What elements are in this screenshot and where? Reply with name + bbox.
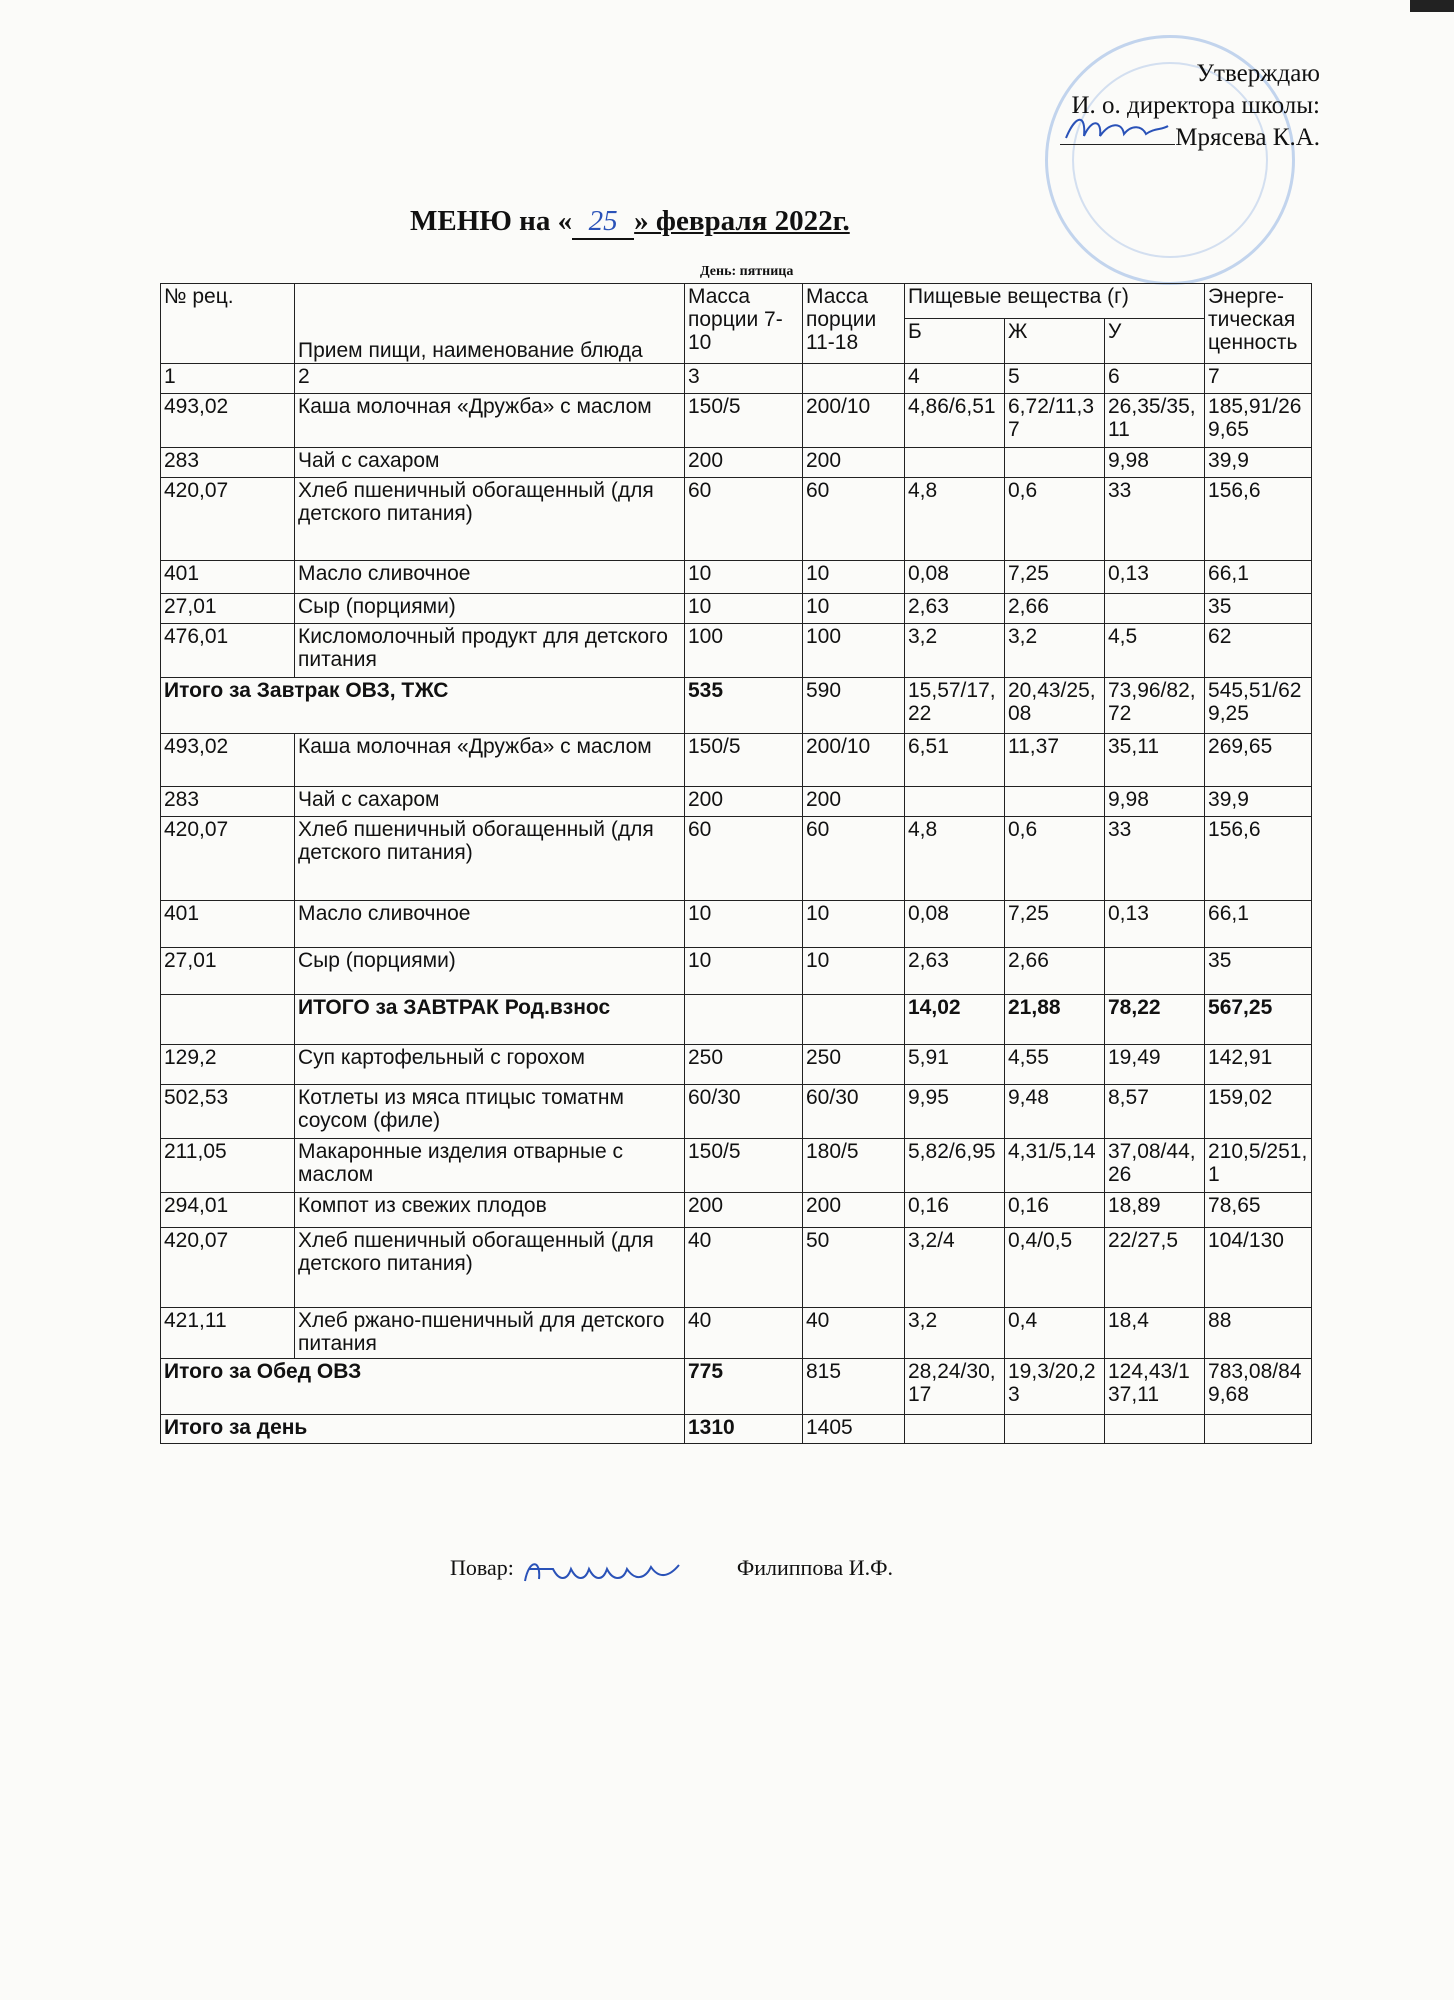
fat-cell: 6,72/11,37: [1005, 394, 1105, 448]
carbs-cell: [1105, 594, 1205, 624]
energy-cell: 78,65: [1205, 1193, 1312, 1228]
fat-cell: 7,25: [1005, 901, 1105, 948]
dish-name-cell: Суп картофельный с горохом: [295, 1045, 685, 1085]
total-label-cell: ИТОГО за ЗАВТРАК Род.взнос: [295, 995, 685, 1045]
total-value-cell: [803, 995, 905, 1045]
table-row: [161, 901, 1312, 948]
total-value-cell: 21,88: [1005, 995, 1105, 1045]
carbs-cell: 26,35/35,11: [1105, 394, 1205, 448]
dish-name-cell: Макаронные изделия отварные с маслом: [295, 1139, 685, 1193]
footer: [450, 1555, 1050, 1585]
total-value-cell: 783,08/849,68: [1205, 1359, 1312, 1415]
total-value-cell: [1205, 1415, 1312, 1444]
mass-11-18-cell: 200: [803, 787, 905, 817]
total-value-cell: 775: [685, 1359, 803, 1415]
table-row: [161, 394, 1312, 448]
recipe-no-cell: 283: [161, 787, 295, 817]
menu-table: [160, 283, 1312, 1444]
mass-11-18-cell: 100: [803, 624, 905, 678]
energy-cell: 39,9: [1205, 448, 1312, 478]
fat-cell: [1005, 787, 1105, 817]
approval-line1: Утверждаю: [1196, 60, 1320, 87]
mass-7-10-cell: 40: [685, 1228, 803, 1308]
column-index-cell: 1: [161, 364, 295, 394]
table-row: [161, 1139, 1312, 1193]
recipe-no-cell: 420,07: [161, 817, 295, 901]
fat-cell: 2,66: [1005, 948, 1105, 995]
total-value-cell: 567,25: [1205, 995, 1312, 1045]
energy-cell: 88: [1205, 1308, 1312, 1359]
fat-cell: 3,2: [1005, 624, 1105, 678]
table-row: [161, 734, 1312, 787]
table-row: [161, 817, 1312, 901]
mass-11-18-cell: 50: [803, 1228, 905, 1308]
total-value-cell: [1005, 1415, 1105, 1444]
protein-cell: 4,86/6,51: [905, 394, 1005, 448]
recipe-no-cell: 129,2: [161, 1045, 295, 1085]
recipe-no-cell: 420,07: [161, 478, 295, 561]
recipe-no-cell: 476,01: [161, 624, 295, 678]
protein-cell: 6,51: [905, 734, 1005, 787]
mass-7-10-cell: 100: [685, 624, 803, 678]
recipe-no-cell: 27,01: [161, 948, 295, 995]
page-title: [410, 205, 1050, 240]
total-day-row: [161, 1415, 1312, 1444]
column-index-cell: 7: [1205, 364, 1312, 394]
carbs-cell: 8,57: [1105, 1085, 1205, 1139]
protein-cell: 0,08: [905, 901, 1005, 948]
header-nutrients: Пищевые вещества (г): [905, 284, 1205, 319]
total-label-cell: Итого за Завтрак ОВЗ, ТЖС: [161, 678, 685, 734]
recipe-no-cell: 421,11: [161, 1308, 295, 1359]
table-row: [161, 448, 1312, 478]
fat-cell: 4,31/5,14: [1005, 1139, 1105, 1193]
carbs-cell: 37,08/44,26: [1105, 1139, 1205, 1193]
energy-cell: 39,9: [1205, 787, 1312, 817]
title-prefix: МЕНЮ на «: [410, 205, 573, 237]
energy-cell: 35: [1205, 594, 1312, 624]
recipe-no-cell: 294,01: [161, 1193, 295, 1228]
protein-cell: [905, 448, 1005, 478]
dish-name-cell: Чай с сахаром: [295, 448, 685, 478]
dish-name-cell: Сыр (порциями): [295, 594, 685, 624]
recipe-no-cell: 420,07: [161, 1228, 295, 1308]
header-rec-no: № рец.: [161, 284, 295, 364]
approval-block: [960, 58, 1320, 154]
total-value-cell: 1405: [803, 1415, 905, 1444]
approval-line2: И. о. директора школы:: [1071, 92, 1320, 119]
dish-name-cell: Масло сливочное: [295, 561, 685, 594]
mass-7-10-cell: 200: [685, 448, 803, 478]
mass-7-10-cell: 10: [685, 948, 803, 995]
signature-scribble-icon: [1062, 108, 1172, 148]
energy-cell: 156,6: [1205, 817, 1312, 901]
mass-11-18-cell: 60: [803, 817, 905, 901]
total-value-cell: [685, 995, 803, 1045]
mass-11-18-cell: 200/10: [803, 734, 905, 787]
day-label: День: пятница: [700, 264, 794, 279]
energy-cell: 142,91: [1205, 1045, 1312, 1085]
table-row: [161, 1228, 1312, 1308]
protein-cell: 9,95: [905, 1085, 1005, 1139]
energy-cell: 269,65: [1205, 734, 1312, 787]
energy-cell: 66,1: [1205, 901, 1312, 948]
header-b: Б: [905, 319, 1005, 364]
dish-name-cell: Хлеб пшеничный обогащенный (для детского питания): [295, 817, 685, 901]
table-row: [161, 1193, 1312, 1228]
approval-signature-row: [960, 122, 1320, 154]
mass-7-10-cell: 150/5: [685, 734, 803, 787]
recipe-no-cell: 493,02: [161, 394, 295, 448]
total-value-cell: 14,02: [905, 995, 1005, 1045]
table-row: [161, 561, 1312, 594]
dish-name-cell: Кисломолочный продукт для детского питания: [295, 624, 685, 678]
carbs-cell: 19,49: [1105, 1045, 1205, 1085]
dish-name-cell: Масло сливочное: [295, 901, 685, 948]
protein-cell: 2,63: [905, 948, 1005, 995]
total-value-cell: [1105, 1415, 1205, 1444]
table-row: [161, 478, 1312, 561]
recipe-no-cell: 401: [161, 901, 295, 948]
title-suffix: » февраля 2022г.: [634, 205, 850, 237]
column-index-cell: 3: [685, 364, 803, 394]
cook-name: Филиппова И.Ф.: [736, 1555, 893, 1581]
protein-cell: 4,8: [905, 817, 1005, 901]
fat-cell: 4,55: [1005, 1045, 1105, 1085]
header-mass-11-18: Масса порции 11-18: [803, 284, 905, 364]
total-value-cell: 590: [803, 678, 905, 734]
scan-edge-mark: [1410, 0, 1454, 12]
dish-name-cell: Хлеб пшеничный обогащенный (для детского питания): [295, 1228, 685, 1308]
carbs-cell: [1105, 948, 1205, 995]
mass-11-18-cell: 180/5: [803, 1139, 905, 1193]
carbs-cell: 4,5: [1105, 624, 1205, 678]
mass-7-10-cell: 40: [685, 1308, 803, 1359]
total-breakfast-parent-row: [161, 995, 1312, 1045]
energy-cell: 104/130: [1205, 1228, 1312, 1308]
fat-cell: 11,37: [1005, 734, 1105, 787]
table-row: [161, 1308, 1312, 1359]
total-lunch-row: [161, 1359, 1312, 1415]
mass-11-18-cell: 10: [803, 594, 905, 624]
fat-cell: 2,66: [1005, 594, 1105, 624]
column-index-cell: 6: [1105, 364, 1205, 394]
cook-signature-scribble-icon: [519, 1555, 689, 1589]
cook-signature: [519, 1555, 689, 1585]
mass-11-18-cell: 10: [803, 561, 905, 594]
total-value-cell: 124,43/137,11: [1105, 1359, 1205, 1415]
carbs-cell: 33: [1105, 478, 1205, 561]
column-index-cell: 2: [295, 364, 685, 394]
protein-cell: [905, 787, 1005, 817]
protein-cell: 5,91: [905, 1045, 1005, 1085]
carbs-cell: 18,4: [1105, 1308, 1205, 1359]
mass-7-10-cell: 150/5: [685, 394, 803, 448]
column-index-cell: 5: [1005, 364, 1105, 394]
total-value-cell: 20,43/25,08: [1005, 678, 1105, 734]
protein-cell: 4,8: [905, 478, 1005, 561]
fat-cell: 7,25: [1005, 561, 1105, 594]
carbs-cell: 18,89: [1105, 1193, 1205, 1228]
carbs-cell: 0,13: [1105, 561, 1205, 594]
header-row: [161, 284, 1312, 319]
mass-11-18-cell: 250: [803, 1045, 905, 1085]
table-row: [161, 624, 1312, 678]
total-value-cell: 19,3/20,23: [1005, 1359, 1105, 1415]
carbs-cell: 22/27,5: [1105, 1228, 1205, 1308]
dish-name-cell: Каша молочная «Дружба» с маслом: [295, 734, 685, 787]
mass-7-10-cell: 60/30: [685, 1085, 803, 1139]
total-breakfast-ovz-row: [161, 678, 1312, 734]
director-name: Мрясева К.А.: [1175, 124, 1320, 151]
energy-cell: 159,02: [1205, 1085, 1312, 1139]
total-label-cell: Итого за день: [161, 1415, 685, 1444]
energy-cell: 35: [1205, 948, 1312, 995]
energy-cell: 66,1: [1205, 561, 1312, 594]
mass-11-18-cell: 200/10: [803, 394, 905, 448]
total-value-cell: [905, 1415, 1005, 1444]
mass-7-10-cell: 250: [685, 1045, 803, 1085]
mass-7-10-cell: 200: [685, 787, 803, 817]
recipe-no-cell: 27,01: [161, 594, 295, 624]
protein-cell: 0,16: [905, 1193, 1005, 1228]
energy-cell: 185,91/269,65: [1205, 394, 1312, 448]
total-value-cell: 535: [685, 678, 803, 734]
mass-11-18-cell: 10: [803, 948, 905, 995]
protein-cell: 3,2: [905, 624, 1005, 678]
carbs-cell: 9,98: [1105, 787, 1205, 817]
carbs-cell: 0,13: [1105, 901, 1205, 948]
protein-cell: 2,63: [905, 594, 1005, 624]
column-index-row: [161, 364, 1312, 394]
mass-7-10-cell: 10: [685, 594, 803, 624]
director-signature: [1060, 124, 1175, 145]
table-row: [161, 1045, 1312, 1085]
table-row: [161, 594, 1312, 624]
fat-cell: 9,48: [1005, 1085, 1105, 1139]
table-row: [161, 948, 1312, 995]
fat-cell: 0,16: [1005, 1193, 1105, 1228]
header-meal-name: Прием пищи, наименование блюда: [295, 284, 685, 364]
mass-7-10-cell: 60: [685, 817, 803, 901]
table-row: [161, 787, 1312, 817]
header-zh: Ж: [1005, 319, 1105, 364]
header-energy: Энерге-тическая ценность: [1205, 284, 1312, 364]
mass-11-18-cell: 40: [803, 1308, 905, 1359]
mass-7-10-cell: 60: [685, 478, 803, 561]
total-value-cell: 815: [803, 1359, 905, 1415]
mass-11-18-cell: 60/30: [803, 1085, 905, 1139]
recipe-no-cell: 401: [161, 561, 295, 594]
protein-cell: 0,08: [905, 561, 1005, 594]
energy-cell: 62: [1205, 624, 1312, 678]
column-index-cell: 4: [905, 364, 1005, 394]
carbs-cell: 35,11: [1105, 734, 1205, 787]
dish-name-cell: Хлеб пшеничный обогащенный (для детского питания): [295, 478, 685, 561]
protein-cell: 3,2/4: [905, 1228, 1005, 1308]
dish-name-cell: Хлеб ржано-пшеничный для детского питания: [295, 1308, 685, 1359]
energy-cell: 156,6: [1205, 478, 1312, 561]
dish-name-cell: Каша молочная «Дружба» с маслом: [295, 394, 685, 448]
mass-7-10-cell: 10: [685, 561, 803, 594]
recipe-no-cell: 502,53: [161, 1085, 295, 1139]
dish-name-cell: Сыр (порциями): [295, 948, 685, 995]
mass-11-18-cell: 60: [803, 478, 905, 561]
header-mass-7-10: Масса порции 7-10: [685, 284, 803, 364]
mass-11-18-cell: 200: [803, 1193, 905, 1228]
fat-cell: 0,6: [1005, 478, 1105, 561]
column-index-cell: [803, 364, 905, 394]
mass-11-18-cell: 10: [803, 901, 905, 948]
mass-7-10-cell: 150/5: [685, 1139, 803, 1193]
cook-label: Повар:: [450, 1555, 514, 1581]
mass-7-10-cell: 200: [685, 1193, 803, 1228]
dish-name-cell: Котлеты из мяса птицыс томатнм соусом (филе): [295, 1085, 685, 1139]
total-label-cell: Итого за Обед ОВЗ: [161, 1359, 685, 1415]
mass-7-10-cell: 10: [685, 901, 803, 948]
header-u: У: [1105, 319, 1205, 364]
fat-cell: 0,6: [1005, 817, 1105, 901]
dish-name-cell: Компот из свежих плодов: [295, 1193, 685, 1228]
recipe-no-cell: 211,05: [161, 1139, 295, 1193]
protein-cell: 3,2: [905, 1308, 1005, 1359]
recipe-no-cell: 493,02: [161, 734, 295, 787]
total-value-cell: 1310: [685, 1415, 803, 1444]
table-row: [161, 1085, 1312, 1139]
dish-name-cell: Чай с сахаром: [295, 787, 685, 817]
total-value-cell: 73,96/82,72: [1105, 678, 1205, 734]
carbs-cell: 9,98: [1105, 448, 1205, 478]
total-value-cell: 28,24/30,17: [905, 1359, 1005, 1415]
protein-cell: 5,82/6,95: [905, 1139, 1005, 1193]
total-value-cell: 545,51/629,25: [1205, 678, 1312, 734]
fat-cell: [1005, 448, 1105, 478]
carbs-cell: 33: [1105, 817, 1205, 901]
title-day-number: 25: [572, 205, 634, 240]
empty-cell: [161, 995, 295, 1045]
fat-cell: 0,4: [1005, 1308, 1105, 1359]
total-value-cell: 15,57/17,22: [905, 678, 1005, 734]
energy-cell: 210,5/251,1: [1205, 1139, 1312, 1193]
recipe-no-cell: 283: [161, 448, 295, 478]
mass-11-18-cell: 200: [803, 448, 905, 478]
total-value-cell: 78,22: [1105, 995, 1205, 1045]
fat-cell: 0,4/0,5: [1005, 1228, 1105, 1308]
